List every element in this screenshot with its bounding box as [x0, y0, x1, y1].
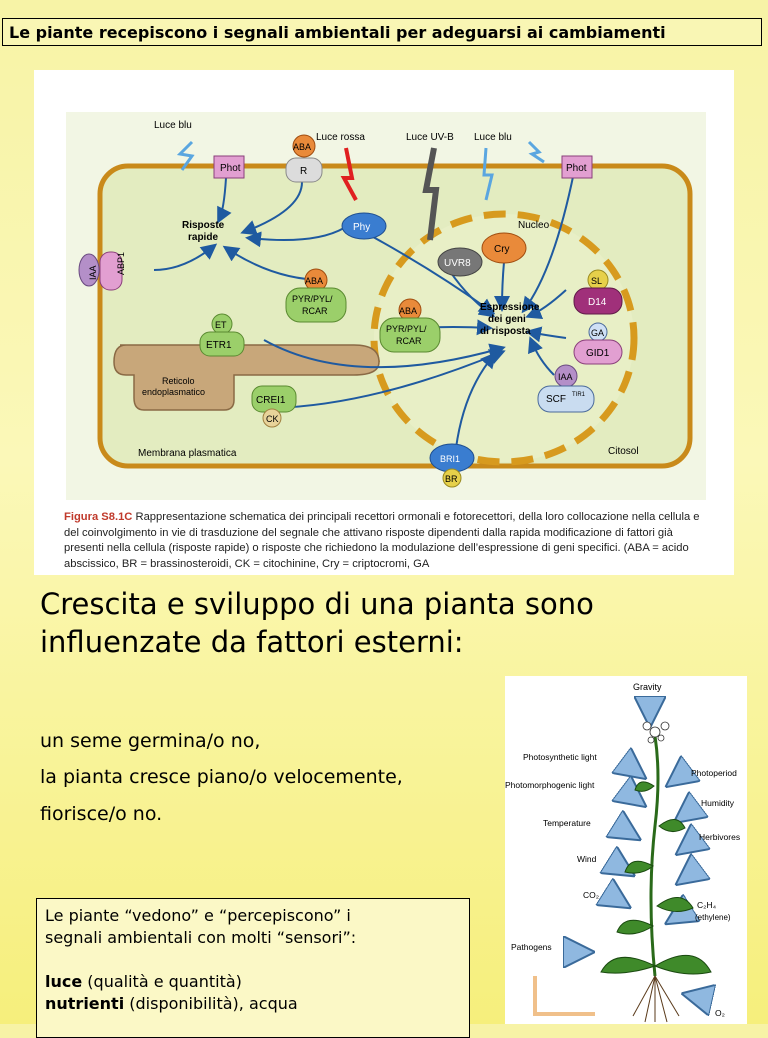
- label-luce-rossa: Luce rossa: [316, 132, 365, 143]
- caption-figure-label: Figura S8.1C: [64, 511, 133, 523]
- citosol-label: Citosol: [608, 446, 639, 457]
- sl-label: SL: [591, 276, 603, 286]
- label-luce-uvb: Luce UV-B: [406, 132, 454, 143]
- plant-stem: [651, 736, 658, 976]
- crei1-label: CREI1: [256, 395, 286, 406]
- bri1-label: BRI1: [440, 454, 461, 464]
- plant-label-temperature: Temperature: [543, 818, 591, 828]
- plant-label-ethylene: (ethylene): [695, 913, 731, 922]
- sensor-nutrienti-detail: (disponibilità), acqua: [124, 994, 298, 1013]
- page-title: Le piante recepiscono i segnali ambientali per adeguarsi ai cambiamenti: [2, 18, 762, 46]
- soil-arrow: [535, 976, 595, 1014]
- aba-mid-label: ABA: [305, 276, 324, 286]
- espressione-line2: dei geni: [488, 314, 526, 325]
- pyr-nuc-line2: RCAR: [396, 336, 422, 346]
- caption-text: Rappresentazione schematica dei principali recettori ormonali e fotorecettori, della loro collocazione nella cellula e del coinvolgimento in vie di trasduzione del segnale che attivano risposte dipendenti dalla rapida modificazione di fattori già presenti nella cellula (risposte rapide) o risposte che richiedono la modulazione dell’espressione di geni specifici. (ABA = acido abscissico, BR = brassinosteroidi, CK = citochinine, Cry = criptocromi, GA: [64, 511, 700, 570]
- scf-superscript: TIR1: [572, 392, 586, 398]
- plant-label-photomorphogenic: Photomorphogenic light: [505, 780, 595, 790]
- r-label: R: [300, 166, 308, 177]
- receptor-diagram-figure: [34, 70, 734, 575]
- bullet-line-2: la pianta cresce piano/o velocemente,: [40, 766, 403, 788]
- sensors-intro-line2: segnali ambientali con molti “sensori”:: [45, 928, 357, 947]
- label-luce-blu-right: Luce blu: [474, 132, 512, 143]
- plant-label-photosynthetic: Photosynthetic light: [523, 752, 597, 762]
- aba-nuc-label: ABA: [399, 306, 418, 316]
- label-luce-blu-left: Luce blu: [154, 120, 192, 131]
- espressione-line3: di risposta: [480, 326, 531, 337]
- espressione-line1: Espressione: [480, 302, 540, 313]
- phy-label: Phy: [353, 222, 371, 233]
- risposte-rapide-line1: Risposte: [182, 220, 225, 231]
- plant-label-pathogens: Pathogens: [511, 942, 552, 952]
- plant-environment-figure: [505, 676, 747, 1024]
- figure-caption: [64, 510, 714, 572]
- pyr-mid-line1: PYR/PYL/: [292, 294, 333, 304]
- sensor-luce-bold: luce: [45, 972, 83, 991]
- scf-label: SCF: [546, 394, 566, 405]
- etr1-label: ETR1: [206, 340, 232, 351]
- risposte-rapide-line2: rapide: [188, 232, 219, 243]
- phot-right-label: Phot: [566, 163, 587, 174]
- sensor-luce-detail: (qualità e quantità): [82, 972, 242, 991]
- plant-label-photoperiod: Photoperiod: [691, 768, 737, 778]
- iaa-left-label: IAA: [88, 265, 98, 280]
- heading-line-2: influenzate da fattori esterni:: [40, 625, 464, 659]
- sensors-textbox: [36, 898, 470, 1038]
- heading-line-1: Crescita e sviluppo di una pianta sono: [40, 587, 594, 621]
- abp1-label: ABP1: [116, 251, 126, 275]
- membrana-label: Membrana plasmatica: [138, 448, 237, 459]
- d14-label: D14: [588, 297, 607, 308]
- reticolo-line2: endoplasmatico: [142, 387, 206, 397]
- sensor-nutrienti: [45, 993, 461, 1015]
- cell-diagram: [34, 70, 734, 500]
- et-label: ET: [215, 320, 227, 330]
- uvr8-label: UVR8: [444, 258, 471, 269]
- sensor-nutrienti-bold: nutrienti: [45, 994, 125, 1013]
- sensors-intro-line1: Le piante “vedono” e “percepiscono” i: [45, 906, 351, 925]
- br-label: BR: [445, 474, 458, 484]
- cry-label: Cry: [494, 244, 510, 255]
- plant-label-humidity: Humidity: [701, 798, 735, 808]
- plant-label-o2: O₂: [715, 1008, 725, 1018]
- plant-label-gravity: Gravity: [633, 682, 662, 692]
- bullet-line-3: fiorisce/o no.: [40, 803, 163, 825]
- bullet-line-1: un seme germina/o no,: [40, 730, 261, 752]
- pyr-nuc-line1: PYR/PYL/: [386, 324, 427, 334]
- plant-label-wind: Wind: [577, 854, 597, 864]
- nucleo-label: Nucleo: [518, 220, 550, 231]
- ga-label: GA: [591, 328, 605, 338]
- reticolo-line1: Reticolo: [162, 376, 195, 386]
- main-heading: [40, 585, 740, 661]
- aba-top-label: ABA: [293, 142, 312, 152]
- pyr-mid-line2: RCAR: [302, 306, 328, 316]
- gid1-label: GID1: [586, 348, 610, 359]
- plant-label-c2h4: C₂H₄: [697, 900, 717, 910]
- plant-label-herbivores: Herbivores: [699, 832, 741, 842]
- ck-label: CK: [266, 414, 279, 424]
- sensor-luce: [45, 971, 461, 993]
- iaa-right-label: IAA: [558, 372, 573, 382]
- plant-illustration: [505, 676, 747, 1024]
- plant-label-co2: CO₂: [583, 890, 600, 900]
- phot-left-label: Phot: [220, 163, 241, 174]
